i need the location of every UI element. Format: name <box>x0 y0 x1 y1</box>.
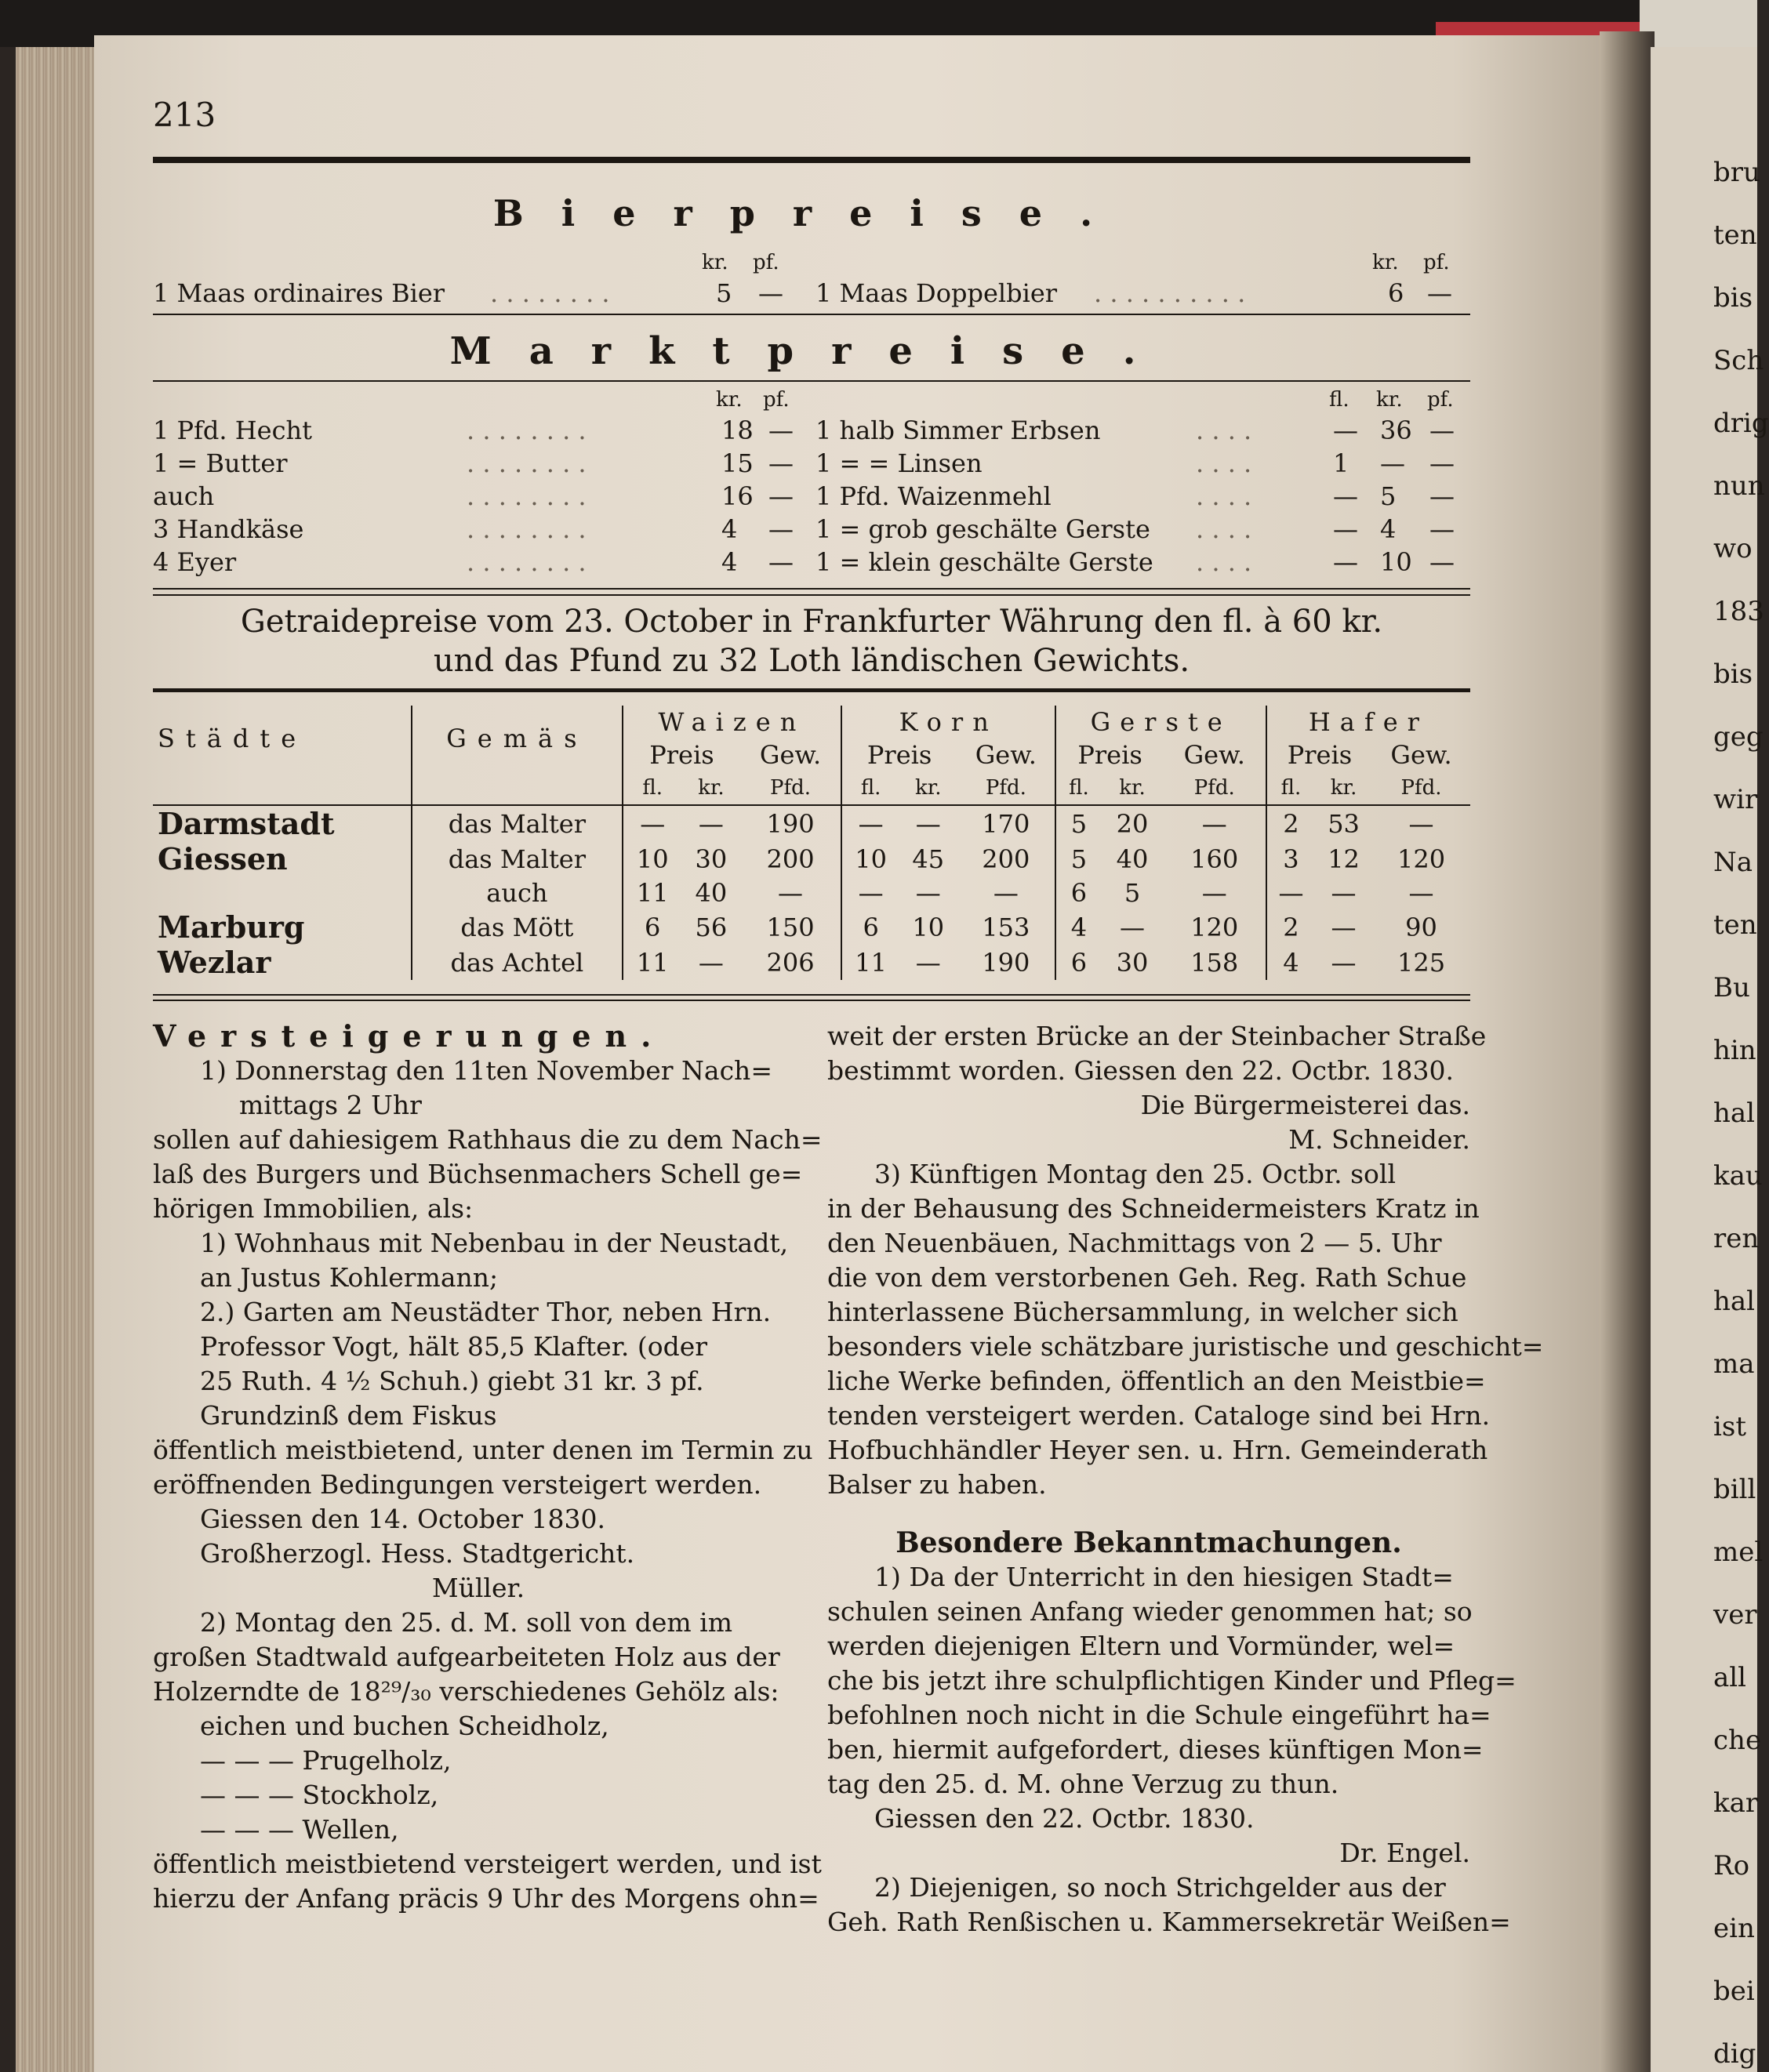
empty-cell <box>153 771 412 805</box>
unit-pfd: Pfd. <box>957 771 1055 805</box>
markt-right-kr: — <box>1380 448 1405 478</box>
markt-left-item: 1 = Butter <box>153 448 288 478</box>
city-name <box>153 876 412 909</box>
table-cell: 4 <box>1266 945 1315 980</box>
markt-right-pf: — <box>1429 448 1455 478</box>
markt-heading: Marktpreise. <box>449 329 1174 373</box>
markt-right-kr: 5 <box>1380 481 1397 511</box>
next-page-word: bru <box>1713 157 1760 188</box>
next-page-word: wir <box>1713 784 1758 815</box>
next-page-word: che <box>1713 1725 1762 1756</box>
table-cell: — <box>623 805 682 841</box>
table-cell: 5 <box>1124 878 1141 908</box>
city-name: Darmstadt <box>158 806 335 841</box>
table-cell: 200 <box>766 844 815 874</box>
dot-leader: . . . . . . . . <box>467 547 587 577</box>
table-cell: 2 <box>1266 805 1315 841</box>
text-line: Holzerndte de 18²⁹/₃₀ verschiedenes Gehölz als: <box>153 1676 779 1707</box>
next-page-word: Na <box>1713 847 1753 878</box>
grain-hafer: Hafer <box>1266 706 1470 738</box>
bier-unit-pf: pf. <box>753 251 779 274</box>
text-line: hörigen Immobilien, als: <box>153 1193 474 1224</box>
text-line: Professor Vogt, hält 85,5 Klafter. (oder <box>200 1331 708 1362</box>
markt-left-kr: 4 <box>721 514 738 544</box>
table-cell: 150 <box>766 912 815 942</box>
table-cell: 12 <box>1328 844 1360 874</box>
table-cell: — <box>915 808 941 839</box>
bier-heading: Bierpreise. <box>492 192 1131 234</box>
sub-preis: Preis <box>623 738 740 771</box>
markt-left-pf: — <box>768 415 794 445</box>
next-page-word: ten <box>1713 909 1757 941</box>
next-page-word: dig <box>1713 2038 1756 2070</box>
measure: das Mött <box>412 909 623 945</box>
next-page-word: ren <box>1713 1223 1760 1254</box>
next-page-word: Ro <box>1713 1850 1750 1881</box>
table-cell: — <box>1408 878 1434 908</box>
text-line: 25 Ruth. 4 ½ Schuh.) giebt 31 kr. 3 pf. <box>200 1366 704 1396</box>
table-cell: 40 <box>695 878 728 908</box>
top-rule <box>153 157 1470 171</box>
unit-kr: kr. <box>682 771 740 805</box>
table-cell: 40 <box>1116 844 1149 874</box>
text-line: sollen auf dahiesigem Rathhaus die zu dem Nach= <box>153 1124 823 1155</box>
unit-kr: kr. <box>899 771 957 805</box>
table-cell: 10 <box>841 841 899 876</box>
table-cell: — <box>841 805 899 841</box>
unit-fl: fl. <box>1266 771 1315 805</box>
sub-gew: Gew. <box>975 740 1037 770</box>
table-cell: 6 <box>1055 945 1101 980</box>
bier-unit-kr: kr. <box>702 251 728 274</box>
markt-right-kr: 10 <box>1380 547 1412 577</box>
table-cell: 160 <box>1190 844 1239 874</box>
text-line: öffentlich meistbietend, unter denen im Termin zu <box>153 1435 813 1465</box>
table-cell: 5 <box>1055 805 1101 841</box>
next-page-word: ma <box>1713 1348 1755 1380</box>
table-cell: 6 <box>623 909 682 945</box>
markt-left-kr: 16 <box>721 481 754 511</box>
text-line: che bis jetzt ihre schulpflichtigen Kinder und Pfleg= <box>827 1665 1517 1696</box>
right-column <box>827 1019 1544 1940</box>
table-cell: 3 <box>1266 841 1315 876</box>
table-cell: 10 <box>623 841 682 876</box>
grain-waizen: Waizen <box>623 706 841 738</box>
text-line: Giessen den 22. Octbr. 1830. <box>874 1803 1255 1834</box>
table-cell: 4 <box>1055 909 1101 945</box>
next-page-word: wo <box>1713 533 1753 564</box>
left-column <box>153 1018 823 1916</box>
city-name: Wezlar <box>158 945 271 980</box>
table-cell: 11 <box>623 945 682 980</box>
rule <box>153 688 1470 695</box>
table-cell: 10 <box>912 912 945 942</box>
markt-unit-pf-2: pf. <box>1427 388 1454 412</box>
unit-pfd: Pfd. <box>1164 771 1266 805</box>
rule <box>153 588 1470 590</box>
text-line: Geh. Rath Renßischen u. Kammersekretär Weißen= <box>827 1907 1511 1937</box>
text-line: an Justus Kohlermann; <box>200 1262 499 1293</box>
dot-leader: . . . . . . . . <box>467 448 587 478</box>
markt-right-item: 1 = klein geschälte Gerste <box>815 547 1153 577</box>
measure: das Achtel <box>412 945 623 980</box>
col-gemaes: Gemäs <box>412 706 623 771</box>
next-page-word: drig <box>1713 408 1769 439</box>
text-line: schulen seinen Anfang wieder genommen hat; so <box>827 1596 1473 1627</box>
markt-left-pf: — <box>768 547 794 577</box>
table-cell: 2 <box>1266 909 1315 945</box>
unit-pfd: Pfd. <box>740 771 841 805</box>
table-cell: — <box>1331 912 1357 942</box>
markt-right-fl: — <box>1333 415 1358 445</box>
page-number: 213 <box>153 96 216 134</box>
bier-item-2-kr: 6 <box>1388 278 1404 308</box>
unit-fl: fl. <box>841 771 899 805</box>
dot-leader: . . . . <box>1196 547 1252 577</box>
table-cell: — <box>915 947 941 978</box>
markt-right-fl: 1 <box>1333 448 1349 478</box>
markt-unit-fl: fl. <box>1329 388 1349 412</box>
table-cell: 56 <box>695 912 728 942</box>
text-line: befohlnen noch nicht in die Schule eingeführt ha= <box>827 1700 1491 1730</box>
city-name: Giessen <box>158 841 288 876</box>
table-cell: 20 <box>1116 808 1149 839</box>
text-line: weit der ersten Brücke an der Steinbacher Straße <box>827 1021 1487 1051</box>
text-line: mittags 2 Uhr <box>239 1090 422 1120</box>
table-cell: 190 <box>766 808 815 839</box>
table-cell: 45 <box>912 844 945 874</box>
markt-right-item: 1 Pfd. Waizenmehl <box>815 481 1052 511</box>
next-page-word: all <box>1713 1662 1747 1693</box>
markt-left-kr: 15 <box>721 448 754 478</box>
table-cell: — <box>698 808 724 839</box>
table-cell: — <box>1408 808 1434 839</box>
bier-unit-kr-2: kr. <box>1372 251 1399 274</box>
table-cell: — <box>1266 876 1315 909</box>
text-line: die von dem verstorbenen Geh. Reg. Rath Schue <box>827 1262 1467 1293</box>
next-page-word: ten <box>1713 220 1757 251</box>
text-line: M. Schneider. <box>1288 1124 1470 1155</box>
markt-left-item: 1 Pfd. Hecht <box>153 415 312 445</box>
bier-item-1-kr: 5 <box>716 278 732 308</box>
getraide-rows <box>153 805 1470 980</box>
markt-unit-pf: pf. <box>763 388 790 412</box>
sub-gew: Gew. <box>1390 740 1452 770</box>
markt-right-pf: — <box>1429 415 1455 445</box>
markt-right-pf: — <box>1429 547 1455 577</box>
markt-right-kr: 4 <box>1380 514 1397 544</box>
measure: das Malter <box>412 805 623 841</box>
dot-leader: . . . . . . . . <box>490 278 610 308</box>
next-page-word: bis <box>1713 282 1753 314</box>
table-cell: 90 <box>1405 912 1437 942</box>
rule <box>153 1000 1470 1001</box>
sub-preis: Preis <box>1266 738 1372 771</box>
markt-right-pf: — <box>1429 514 1455 544</box>
bier-unit-pf-2: pf. <box>1423 251 1450 274</box>
next-page-word: hin <box>1713 1035 1756 1066</box>
markt-left-pf: — <box>768 481 794 511</box>
text-line: ben, hiermit aufgefordert, dieses künftigen Mon= <box>827 1734 1484 1765</box>
dot-leader: . . . . . . . . <box>467 481 587 511</box>
sub-preis: Preis <box>841 738 957 771</box>
getraide-title-2: und das Pfund zu 32 Loth ländischen Gewichts. <box>433 643 1190 679</box>
rule <box>153 314 1470 315</box>
next-page-word: hal <box>1713 1286 1756 1317</box>
text-line: 3) Künftigen Montag den 25. Octbr. soll <box>874 1159 1397 1189</box>
table-row <box>153 841 1470 876</box>
rule <box>153 380 1470 382</box>
next-page-word: bill <box>1713 1474 1756 1505</box>
table-cell: — <box>698 947 724 978</box>
measure: auch <box>412 876 623 909</box>
table-cell: 30 <box>695 844 728 874</box>
rule <box>153 594 1470 596</box>
markt-right-fl: — <box>1333 514 1358 544</box>
text-line: in der Behausung des Schneidermeisters Kratz in <box>827 1193 1480 1224</box>
sub-preis: Preis <box>1055 738 1163 771</box>
text-line: 2.) Garten am Neustädter Thor, neben Hrn. <box>200 1297 772 1327</box>
markt-left-pf: — <box>768 448 794 478</box>
next-page-word: 183 <box>1713 596 1764 627</box>
markt-left-kr: 18 <box>721 415 754 445</box>
table-row <box>153 909 1470 945</box>
text-line: Müller. <box>431 1573 525 1603</box>
table-cell: 158 <box>1190 947 1239 978</box>
text-line: — — — Prugelholz, <box>200 1745 452 1776</box>
table-row <box>153 945 1470 980</box>
dot-leader: . . . . <box>1196 514 1252 544</box>
table-cell: — <box>993 878 1019 908</box>
col-staedte: Städte <box>158 724 307 753</box>
markt-left-pf: — <box>768 514 794 544</box>
spacer <box>827 1502 1470 1526</box>
getraide-table <box>153 706 1470 980</box>
getraide-title-1: Getraidepreise vom 23. October in Frankfurter Währung den fl. à 60 kr. <box>240 604 1383 640</box>
page-content <box>153 86 1544 2046</box>
next-page-word: kau <box>1713 1160 1763 1192</box>
next-page-word: geg <box>1713 721 1764 753</box>
markt-right-item: 1 halb Simmer Erbsen <box>815 415 1101 445</box>
table-cell: 170 <box>982 808 1030 839</box>
table-cell: — <box>1120 912 1146 942</box>
table-cell: 206 <box>766 947 815 978</box>
table-cell: — <box>841 876 899 909</box>
rule <box>153 994 1470 996</box>
bier-item-2-pf: — <box>1427 278 1452 308</box>
dot-leader: . . . . <box>1196 448 1252 478</box>
grain-korn: Korn <box>841 706 1055 738</box>
table-cell: 190 <box>982 947 1030 978</box>
text-line: — — — Wellen, <box>200 1814 399 1845</box>
table-cell: 11 <box>841 945 899 980</box>
text-line: eichen und buchen Scheidholz, <box>200 1711 609 1741</box>
next-page-word: hal <box>1713 1098 1756 1129</box>
next-page-word: bis <box>1713 659 1753 690</box>
table-cell: 200 <box>982 844 1030 874</box>
versteigerungen-heading: Versteigerungen. <box>153 1018 666 1054</box>
table-row <box>153 805 1470 841</box>
table-cell: — <box>778 878 804 908</box>
text-line: 1) Da der Unterricht in den hiesigen Stadt= <box>874 1562 1454 1592</box>
unit-fl: fl. <box>1055 771 1101 805</box>
text-line: Großherzogl. Hess. Stadtgericht. <box>200 1538 635 1569</box>
sub-gew: Gew. <box>759 740 822 770</box>
text-line: Die Bürgermeisterei das. <box>1140 1090 1470 1120</box>
table-cell: 53 <box>1328 808 1360 839</box>
markt-left-kr: 4 <box>721 547 738 577</box>
table-cell: — <box>1201 878 1227 908</box>
dot-leader: . . . . . . . . <box>467 514 587 544</box>
besondere-heading: Besondere Bekanntmachungen. <box>895 1526 1402 1559</box>
next-page-word: Sch <box>1713 345 1764 376</box>
next-page-word: nun <box>1713 470 1765 502</box>
table-cell: 125 <box>1397 947 1446 978</box>
table-cell: 11 <box>623 876 682 909</box>
table-cell: 120 <box>1190 912 1239 942</box>
text-line: großen Stadtwald aufgearbeiteten Holz aus der <box>153 1642 780 1672</box>
sub-gew: Gew. <box>1183 740 1245 770</box>
next-page-word: ver <box>1713 1599 1757 1631</box>
text-line: hierzu der Anfang präcis 9 Uhr des Morgens ohn= <box>153 1883 819 1914</box>
text-line: öffentlich meistbietend versteigert werden, und ist <box>153 1849 822 1879</box>
unit-kr: kr. <box>1101 771 1163 805</box>
next-page-word: Bu <box>1713 972 1750 1003</box>
text-line: bestimmt worden. Giessen den 22. Octbr. 1830. <box>827 1055 1454 1086</box>
bier-item-1-pf: — <box>758 278 783 308</box>
dot-leader: . . . . <box>1196 415 1252 445</box>
text-line: 2) Montag den 25. d. M. soll von dem im <box>200 1607 732 1638</box>
dot-leader: . . . . . . . . . . <box>1094 278 1246 308</box>
table-row <box>153 876 1470 909</box>
text-line: laß des Burgers und Büchsenmachers Schell ge= <box>153 1159 803 1189</box>
text-line: tag den 25. d. M. ohne Verzug zu thun. <box>827 1769 1339 1799</box>
markt-unit-kr-2: kr. <box>1376 388 1403 412</box>
bier-item-1: 1 Maas ordinaires Bier <box>153 278 445 308</box>
table-cell: 6 <box>1055 876 1101 909</box>
markt-right-item: 1 = = Linsen <box>815 448 983 478</box>
book-gutter <box>1600 31 1655 2072</box>
text-line: besonders viele schätzbare juristische und geschicht= <box>827 1331 1544 1362</box>
table-cell: — <box>915 878 941 908</box>
empty-cell <box>412 771 623 805</box>
table-cell: 30 <box>1116 947 1149 978</box>
next-page-word: mel <box>1713 1537 1764 1568</box>
text-line: 1) Wohnhaus mit Nebenbau in der Neustadt, <box>200 1228 789 1258</box>
text-line: tenden versteigert werden. Cataloge sind bei Hrn. <box>827 1400 1491 1431</box>
text-line: — — — Stockholz, <box>200 1780 439 1810</box>
text-line: Giessen den 14. October 1830. <box>200 1504 606 1534</box>
table-cell: 6 <box>841 909 899 945</box>
city-name: Marburg <box>158 909 305 945</box>
next-page-word: ist <box>1713 1411 1746 1442</box>
next-page-word: ein <box>1713 1913 1755 1944</box>
markt-left-item: 3 Handkäse <box>153 514 304 544</box>
bier-item-2: 1 Maas Doppelbier <box>815 278 1058 308</box>
text-line: werden diejenigen Eltern und Vormünder, wel= <box>827 1631 1455 1661</box>
table-cell: — <box>1201 808 1227 839</box>
table-cell: — <box>1331 947 1357 978</box>
table-cell: 120 <box>1397 844 1446 874</box>
text-line: Hofbuchhändler Heyer sen. u. Hrn. Gemeinderath <box>827 1435 1488 1465</box>
dot-leader: . . . . . . . . <box>467 415 587 445</box>
next-page-fragment <box>1651 47 1769 2072</box>
measure: das Malter <box>412 841 623 876</box>
text-line: eröffnenden Bedingungen versteigert werden. <box>153 1469 762 1500</box>
markt-right-fl: — <box>1333 481 1358 511</box>
text-line: Grundzinß dem Fiskus <box>200 1400 497 1431</box>
markt-unit-kr: kr. <box>716 388 743 412</box>
text-line: Balser zu haben. <box>827 1469 1047 1500</box>
unit-kr: kr. <box>1315 771 1372 805</box>
text-line: Dr. Engel. <box>1339 1838 1470 1868</box>
markt-right-fl: — <box>1333 547 1358 577</box>
text-line: liche Werke befinden, öffentlich an den Meistbie= <box>827 1366 1486 1396</box>
markt-left-item: 4 Eyer <box>153 547 237 577</box>
table-cell: 153 <box>982 912 1030 942</box>
text-line: 2) Diejenigen, so noch Strichgelder aus der <box>874 1872 1446 1903</box>
grain-gerste: Gerste <box>1055 706 1266 738</box>
next-page-word: bei <box>1713 1976 1755 2007</box>
markt-left-item: auch <box>153 481 215 511</box>
next-page-word: kar <box>1713 1787 1759 1819</box>
markt-right-pf: — <box>1429 481 1455 511</box>
text-line: hinterlassene Büchersammlung, in welcher sich <box>827 1297 1458 1327</box>
unit-fl: fl. <box>623 771 682 805</box>
text-line: den Neuenbäuen, Nachmittags von 2 — 5. Uhr <box>827 1228 1442 1258</box>
table-cell: — <box>1331 878 1357 908</box>
markt-right-item: 1 = grob geschälte Gerste <box>815 514 1150 544</box>
text-line: 1) Donnerstag den 11ten November Nach= <box>200 1055 772 1086</box>
markt-right-kr: 36 <box>1380 415 1412 445</box>
unit-pfd: Pfd. <box>1372 771 1470 805</box>
table-cell: 5 <box>1055 841 1101 876</box>
dot-leader: . . . . <box>1196 481 1252 511</box>
